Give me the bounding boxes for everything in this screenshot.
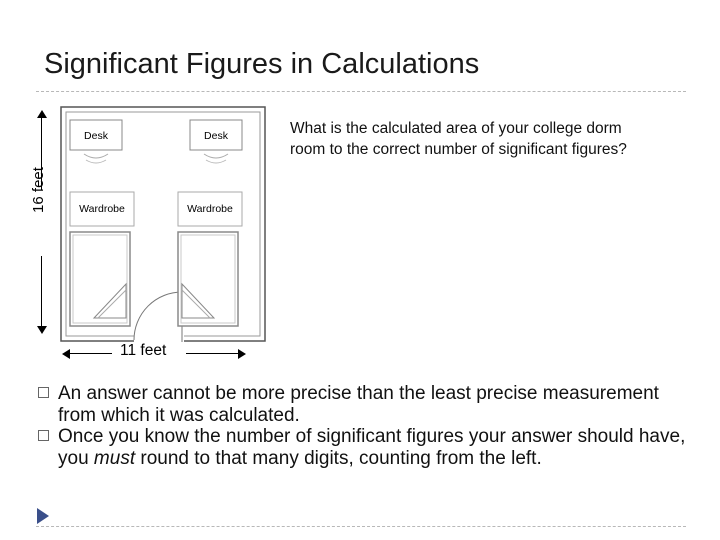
question-text: What is the calculated area of your college dorm room to the correct number of significant figures? — [290, 120, 627, 158]
bullet-list — [38, 383, 688, 469]
bullet-text-end: round to that many digits, counting from the left. — [135, 447, 542, 469]
chair-left-back-icon — [86, 160, 106, 163]
door-opening — [134, 332, 184, 342]
wardrobe-left-label: Wardrobe — [79, 203, 125, 215]
footer-divider — [36, 526, 686, 527]
height-dimension-line-bottom — [41, 256, 42, 328]
dimension-arrow-down-icon — [37, 326, 47, 334]
height-dimension-label: 16 feet — [30, 167, 47, 213]
width-dimension-line-left — [68, 353, 112, 354]
bullet-item-2 — [38, 426, 688, 469]
width-dimension-label: 11 feet — [120, 342, 167, 359]
chair-right-icon — [204, 154, 228, 158]
bullet-item-1 — [38, 383, 688, 426]
chair-right-back-icon — [206, 160, 226, 163]
dimension-arrow-left-icon — [62, 349, 70, 359]
bullet-emphasis: must — [93, 447, 136, 469]
bullet-text: An answer cannot be more precise than the least precise measurement from which it was calculated. — [58, 383, 659, 426]
chair-left-icon — [84, 154, 108, 158]
width-dimension-line-right — [186, 353, 240, 354]
bullet-box-icon — [38, 430, 49, 441]
dimension-arrow-right-icon — [238, 349, 246, 359]
desk-right-label: Desk — [204, 130, 228, 142]
bullet-box-icon — [38, 387, 49, 398]
bullet-text-start: Once you know the number of significant figures your answer should have, you — [58, 426, 686, 469]
wardrobe-right-label: Wardrobe — [187, 203, 233, 215]
slide-nav-arrow-icon — [37, 508, 49, 524]
dorm-room-floorplan — [60, 106, 266, 342]
slide-title: Significant Figures in Calculations — [44, 48, 480, 80]
title-divider — [36, 91, 686, 92]
dimension-arrow-up-icon — [37, 110, 47, 118]
desk-left-label: Desk — [84, 130, 108, 142]
